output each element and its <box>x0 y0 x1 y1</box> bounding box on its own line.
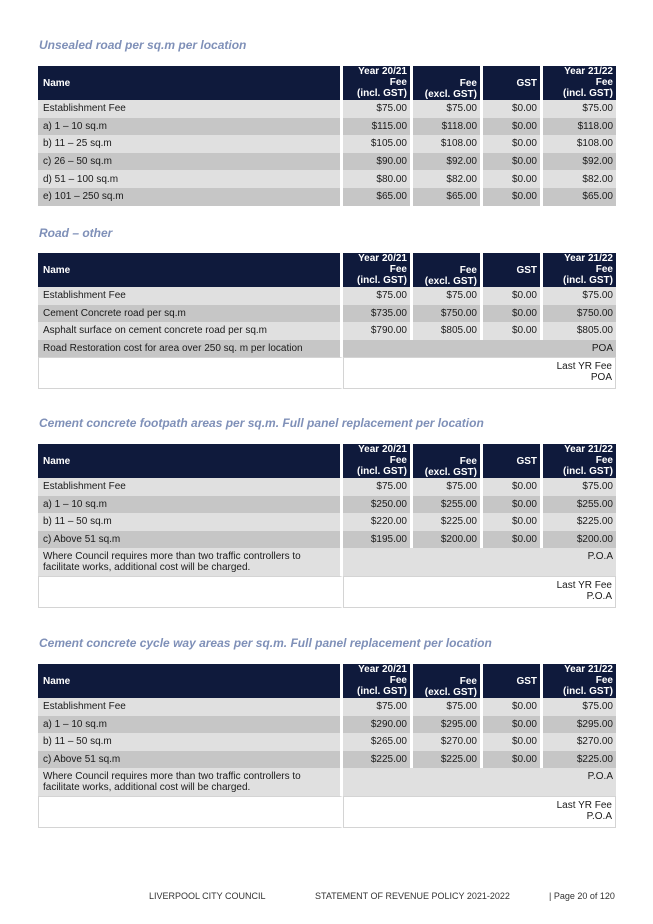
header-fee-excl: Fee (excl. GST) <box>413 66 483 100</box>
fee-table-unsealed-road <box>38 66 616 206</box>
row-fee-incl: $75.00 <box>543 478 616 496</box>
row-name: b) 11 – 50 sq.m <box>38 513 343 531</box>
header-cur-fee: Year 21/22 Fee (incl. GST) <box>543 253 616 287</box>
row-fee-excl: $75.00 <box>413 478 483 496</box>
header-prev-fee: Year 20/21 Fee (incl. GST) <box>343 444 413 478</box>
row-poa-value: P.O.A <box>343 548 616 576</box>
row-fee-excl: $295.00 <box>413 716 483 734</box>
table-row <box>38 496 616 514</box>
section-title: Cement concrete footpath areas per sq.m. Full panel replacement per location <box>39 416 484 430</box>
row-gst: $0.00 <box>483 716 543 734</box>
fee-table-cycleway <box>38 664 616 828</box>
row-name: Where Council requires more than two traffic controllers to facilitate works, additional cost will be charged. <box>38 768 343 796</box>
row-fee-excl: $270.00 <box>413 733 483 751</box>
row-fee-incl: $75.00 <box>543 698 616 716</box>
row-prev-fee: $290.00 <box>343 716 413 734</box>
table-header-row <box>38 664 616 698</box>
row-fee-incl: $108.00 <box>543 135 616 153</box>
table-row <box>38 733 616 751</box>
row-fee-excl: $255.00 <box>413 496 483 514</box>
last-year-fee-row <box>38 357 616 389</box>
table-row <box>38 531 616 549</box>
footer-page-number: | Page 20 of 120 <box>549 891 615 901</box>
row-fee-incl: $270.00 <box>543 733 616 751</box>
row-name: c) 26 – 50 sq.m <box>38 153 343 171</box>
table-row <box>38 751 616 769</box>
last-year-fee: Last YR Fee P.O.A <box>343 576 616 608</box>
row-fee-excl: $108.00 <box>413 135 483 153</box>
row-fee-excl: $805.00 <box>413 322 483 340</box>
header-name: Name <box>38 664 343 698</box>
row-prev-fee: $65.00 <box>343 188 413 206</box>
row-fee-incl: $225.00 <box>543 513 616 531</box>
last-year-fee-row <box>38 796 616 828</box>
header-fee-excl: Fee (excl. GST) <box>413 664 483 698</box>
row-prev-fee: $735.00 <box>343 305 413 323</box>
row-fee-incl: $65.00 <box>543 188 616 206</box>
row-prev-fee: $80.00 <box>343 170 413 188</box>
row-fee-excl: $65.00 <box>413 188 483 206</box>
header-prev-fee: Year 20/21 Fee (incl. GST) <box>343 253 413 287</box>
last-year-fee: Last YR Fee P.O.A <box>343 796 616 828</box>
row-gst: $0.00 <box>483 153 543 171</box>
row-gst: $0.00 <box>483 188 543 206</box>
row-fee-incl: $255.00 <box>543 496 616 514</box>
row-prev-fee: $220.00 <box>343 513 413 531</box>
table-row <box>38 305 616 323</box>
row-name: Where Council requires more than two traffic controllers to facilitate works, additional cost will be charged. <box>38 548 343 576</box>
row-prev-fee: $115.00 <box>343 118 413 136</box>
row-fee-incl: $92.00 <box>543 153 616 171</box>
header-cur-fee: Year 21/22 Fee (incl. GST) <box>543 664 616 698</box>
last-year-empty <box>38 576 343 608</box>
table-row-poa <box>38 768 616 796</box>
table-row <box>38 170 616 188</box>
header-prev-fee: Year 20/21 Fee (incl. GST) <box>343 66 413 100</box>
row-gst: $0.00 <box>483 322 543 340</box>
row-name: a) 1 – 10 sq.m <box>38 496 343 514</box>
row-gst: $0.00 <box>483 100 543 118</box>
row-fee-excl: $82.00 <box>413 170 483 188</box>
last-year-empty <box>38 357 343 389</box>
row-gst: $0.00 <box>483 478 543 496</box>
section-title: Road – other <box>39 226 113 240</box>
fee-table-road-other <box>38 253 616 389</box>
table-row <box>38 153 616 171</box>
row-fee-incl: $295.00 <box>543 716 616 734</box>
row-fee-incl: $82.00 <box>543 170 616 188</box>
row-gst: $0.00 <box>483 305 543 323</box>
row-prev-fee: $75.00 <box>343 698 413 716</box>
header-name: Name <box>38 66 343 100</box>
last-year-fee-row <box>38 576 616 608</box>
row-fee-excl: $75.00 <box>413 100 483 118</box>
row-fee-incl: $750.00 <box>543 305 616 323</box>
row-fee-incl: $75.00 <box>543 100 616 118</box>
row-gst: $0.00 <box>483 170 543 188</box>
table-row <box>38 118 616 136</box>
section-title: Unsealed road per sq.m per location <box>39 38 247 52</box>
table-row-poa <box>38 340 616 358</box>
table-row <box>38 100 616 118</box>
section-title: Cement concrete cycle way areas per sq.m. Full panel replacement per location <box>39 636 492 650</box>
row-gst: $0.00 <box>483 496 543 514</box>
header-name: Name <box>38 444 343 478</box>
header-gst: GST <box>483 66 543 100</box>
row-prev-fee: $225.00 <box>343 751 413 769</box>
header-prev-fee: Year 20/21 Fee (incl. GST) <box>343 664 413 698</box>
header-fee-excl: Fee (excl. GST) <box>413 444 483 478</box>
row-gst: $0.00 <box>483 513 543 531</box>
row-name: Establishment Fee <box>38 698 343 716</box>
row-name: c) Above 51 sq.m <box>38 751 343 769</box>
table-header-row <box>38 253 616 287</box>
row-gst: $0.00 <box>483 698 543 716</box>
header-gst: GST <box>483 664 543 698</box>
table-header-row <box>38 66 616 100</box>
fee-table-footpath <box>38 444 616 608</box>
header-cur-fee: Year 21/22 Fee (incl. GST) <box>543 66 616 100</box>
row-name: Cement Concrete road per sq.m <box>38 305 343 323</box>
row-prev-fee: $75.00 <box>343 478 413 496</box>
row-fee-excl: $118.00 <box>413 118 483 136</box>
table-row <box>38 716 616 734</box>
row-fee-excl: $75.00 <box>413 287 483 305</box>
row-poa-value: P.O.A <box>343 768 616 796</box>
row-fee-incl: $118.00 <box>543 118 616 136</box>
row-fee-incl: $75.00 <box>543 287 616 305</box>
row-prev-fee: $90.00 <box>343 153 413 171</box>
row-gst: $0.00 <box>483 751 543 769</box>
header-fee-excl: Fee (excl. GST) <box>413 253 483 287</box>
last-year-empty <box>38 796 343 828</box>
row-gst: $0.00 <box>483 733 543 751</box>
row-fee-incl: $200.00 <box>543 531 616 549</box>
row-prev-fee: $195.00 <box>343 531 413 549</box>
row-name: Establishment Fee <box>38 100 343 118</box>
row-fee-incl: $225.00 <box>543 751 616 769</box>
row-gst: $0.00 <box>483 531 543 549</box>
row-fee-incl: $805.00 <box>543 322 616 340</box>
table-row <box>38 478 616 496</box>
row-name: Establishment Fee <box>38 478 343 496</box>
row-name: d) 51 – 100 sq.m <box>38 170 343 188</box>
table-row <box>38 135 616 153</box>
row-prev-fee: $265.00 <box>343 733 413 751</box>
row-name: Road Restoration cost for area over 250 sq. m per location <box>38 340 343 358</box>
row-prev-fee: $790.00 <box>343 322 413 340</box>
row-prev-fee: $250.00 <box>343 496 413 514</box>
table-row-poa <box>38 548 616 576</box>
row-prev-fee: $75.00 <box>343 100 413 118</box>
header-gst: GST <box>483 253 543 287</box>
table-row <box>38 698 616 716</box>
table-row <box>38 287 616 305</box>
row-fee-excl: $75.00 <box>413 698 483 716</box>
row-name: a) 1 – 10 sq.m <box>38 716 343 734</box>
row-prev-fee: $105.00 <box>343 135 413 153</box>
table-row <box>38 513 616 531</box>
row-fee-excl: $92.00 <box>413 153 483 171</box>
header-name: Name <box>38 253 343 287</box>
table-row <box>38 322 616 340</box>
row-fee-excl: $750.00 <box>413 305 483 323</box>
row-fee-excl: $225.00 <box>413 513 483 531</box>
last-year-fee: Last YR Fee POA <box>343 357 616 389</box>
row-name: Asphalt surface on cement concrete road per sq.m <box>38 322 343 340</box>
table-header-row <box>38 444 616 478</box>
row-name: Establishment Fee <box>38 287 343 305</box>
row-name: c) Above 51 sq.m <box>38 531 343 549</box>
footer-org: LIVERPOOL CITY COUNCIL <box>149 891 266 901</box>
header-cur-fee: Year 21/22 Fee (incl. GST) <box>543 444 616 478</box>
row-gst: $0.00 <box>483 118 543 136</box>
row-gst: $0.00 <box>483 287 543 305</box>
row-name: a) 1 – 10 sq.m <box>38 118 343 136</box>
row-name: e) 101 – 250 sq.m <box>38 188 343 206</box>
table-row <box>38 188 616 206</box>
row-fee-excl: $225.00 <box>413 751 483 769</box>
row-name: b) 11 – 50 sq.m <box>38 733 343 751</box>
row-fee-excl: $200.00 <box>413 531 483 549</box>
header-gst: GST <box>483 444 543 478</box>
row-prev-fee: $75.00 <box>343 287 413 305</box>
row-name: b) 11 – 25 sq.m <box>38 135 343 153</box>
row-gst: $0.00 <box>483 135 543 153</box>
row-poa-value: POA <box>343 340 616 358</box>
footer-document-title: STATEMENT OF REVENUE POLICY 2021-2022 <box>315 891 510 901</box>
